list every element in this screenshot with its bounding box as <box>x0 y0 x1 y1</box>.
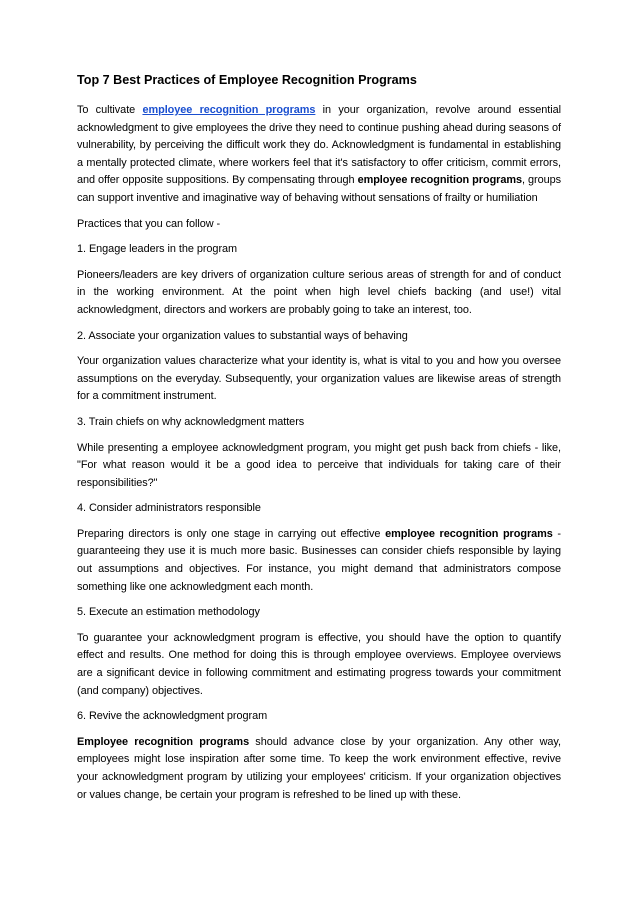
practice-4-body <box>77 526 561 596</box>
practice-2-heading: 2. Associate your organization values to substantial ways of behaving <box>77 329 408 342</box>
practice-6-body-end: should advance close by your organization. Any other way, employees might lose inspiration after some time. To keep the work environment effective, revive your acknowledgment program by utilizing your employees' criticism. If your organization objectives or values change, be certain your program is refreshed to be lined up with these. <box>77 735 561 801</box>
practice-6-body <box>77 734 561 804</box>
practice-4-body-end: - guaranteeing they use it is much more basic. Businesses can consider chiefs responsible by laying out assumptions and objectives. For instance, you might demand that administrators compose something like one acknowledgment each month. <box>77 527 561 593</box>
intro-text-middle: in your organization, revolve around essential acknowledgment to give employees the drive they need to continue pushing ahead during seasons of vulnerability, by perceiving the difficult work they do. Acknowledgment is fundamental in establishing a mentally protected climate, where workers feel that it's satisfactory to offer criticism, commit errors, and offer opposite suppositions. By compensating through <box>77 104 561 187</box>
intro-bold-phrase: employee recognition programs <box>357 174 523 187</box>
practice-3-body: While presenting a employee acknowledgment program, you might get push back from chiefs - like, "For what reason would it be a good idea to perceive that individuals for taking care of their responsibilities?" <box>77 441 561 489</box>
practice-4-heading: 4. Consider administrators responsible <box>77 502 261 515</box>
document-page <box>77 72 561 812</box>
practice-6-bold-phrase: Employee recognition programs <box>77 735 250 748</box>
practice-3-heading: 3. Train chiefs on why acknowledgment matters <box>77 415 305 428</box>
practice-4-body-start: Preparing directors is only one stage in carrying out effective <box>77 527 386 540</box>
practice-4-bold-phrase: employee recognition programs <box>385 527 553 540</box>
employee-recognition-programs-link[interactable]: employee recognition programs <box>142 104 316 116</box>
practice-1-body: Pioneers/leaders are key drivers of organization culture serious areas of strength for and of conduct in the working environment. At the point when high level chiefs backing (and use!) vital acknowledgment, directors and workers are probably going to take an interest, too. <box>77 268 561 316</box>
practice-5-body: To guarantee your acknowledgment program is effective, you should have the option to quantify effect and results. One method for doing this is through employee overviews. Employee overviews are a significant device in following commitment and estimating progress towards your commitment (and company) objectives. <box>77 631 561 697</box>
practice-5-heading: 5. Execute an estimation methodology <box>77 606 260 619</box>
practice-6-heading: 6. Revive the acknowledgment program <box>77 710 268 723</box>
practices-intro: Practices that you can follow - <box>77 217 221 230</box>
intro-text-end: , groups can support inventive and imaginative way of behaving without sensations of frailty or humiliation <box>77 174 562 204</box>
intro-text-start: To cultivate <box>77 104 143 116</box>
intro-paragraph <box>77 102 561 208</box>
document-title: Top 7 Best Practices of Employee Recognition Programs <box>77 73 417 87</box>
practice-2-body: Your organization values characterize what your identity is, what is vital to you and how you oversee assumptions on the everyday. Subsequently, your organization values are likewise areas of strength for a commitment instrument. <box>77 355 561 403</box>
practice-1-heading: 1. Engage leaders in the program <box>77 243 238 256</box>
